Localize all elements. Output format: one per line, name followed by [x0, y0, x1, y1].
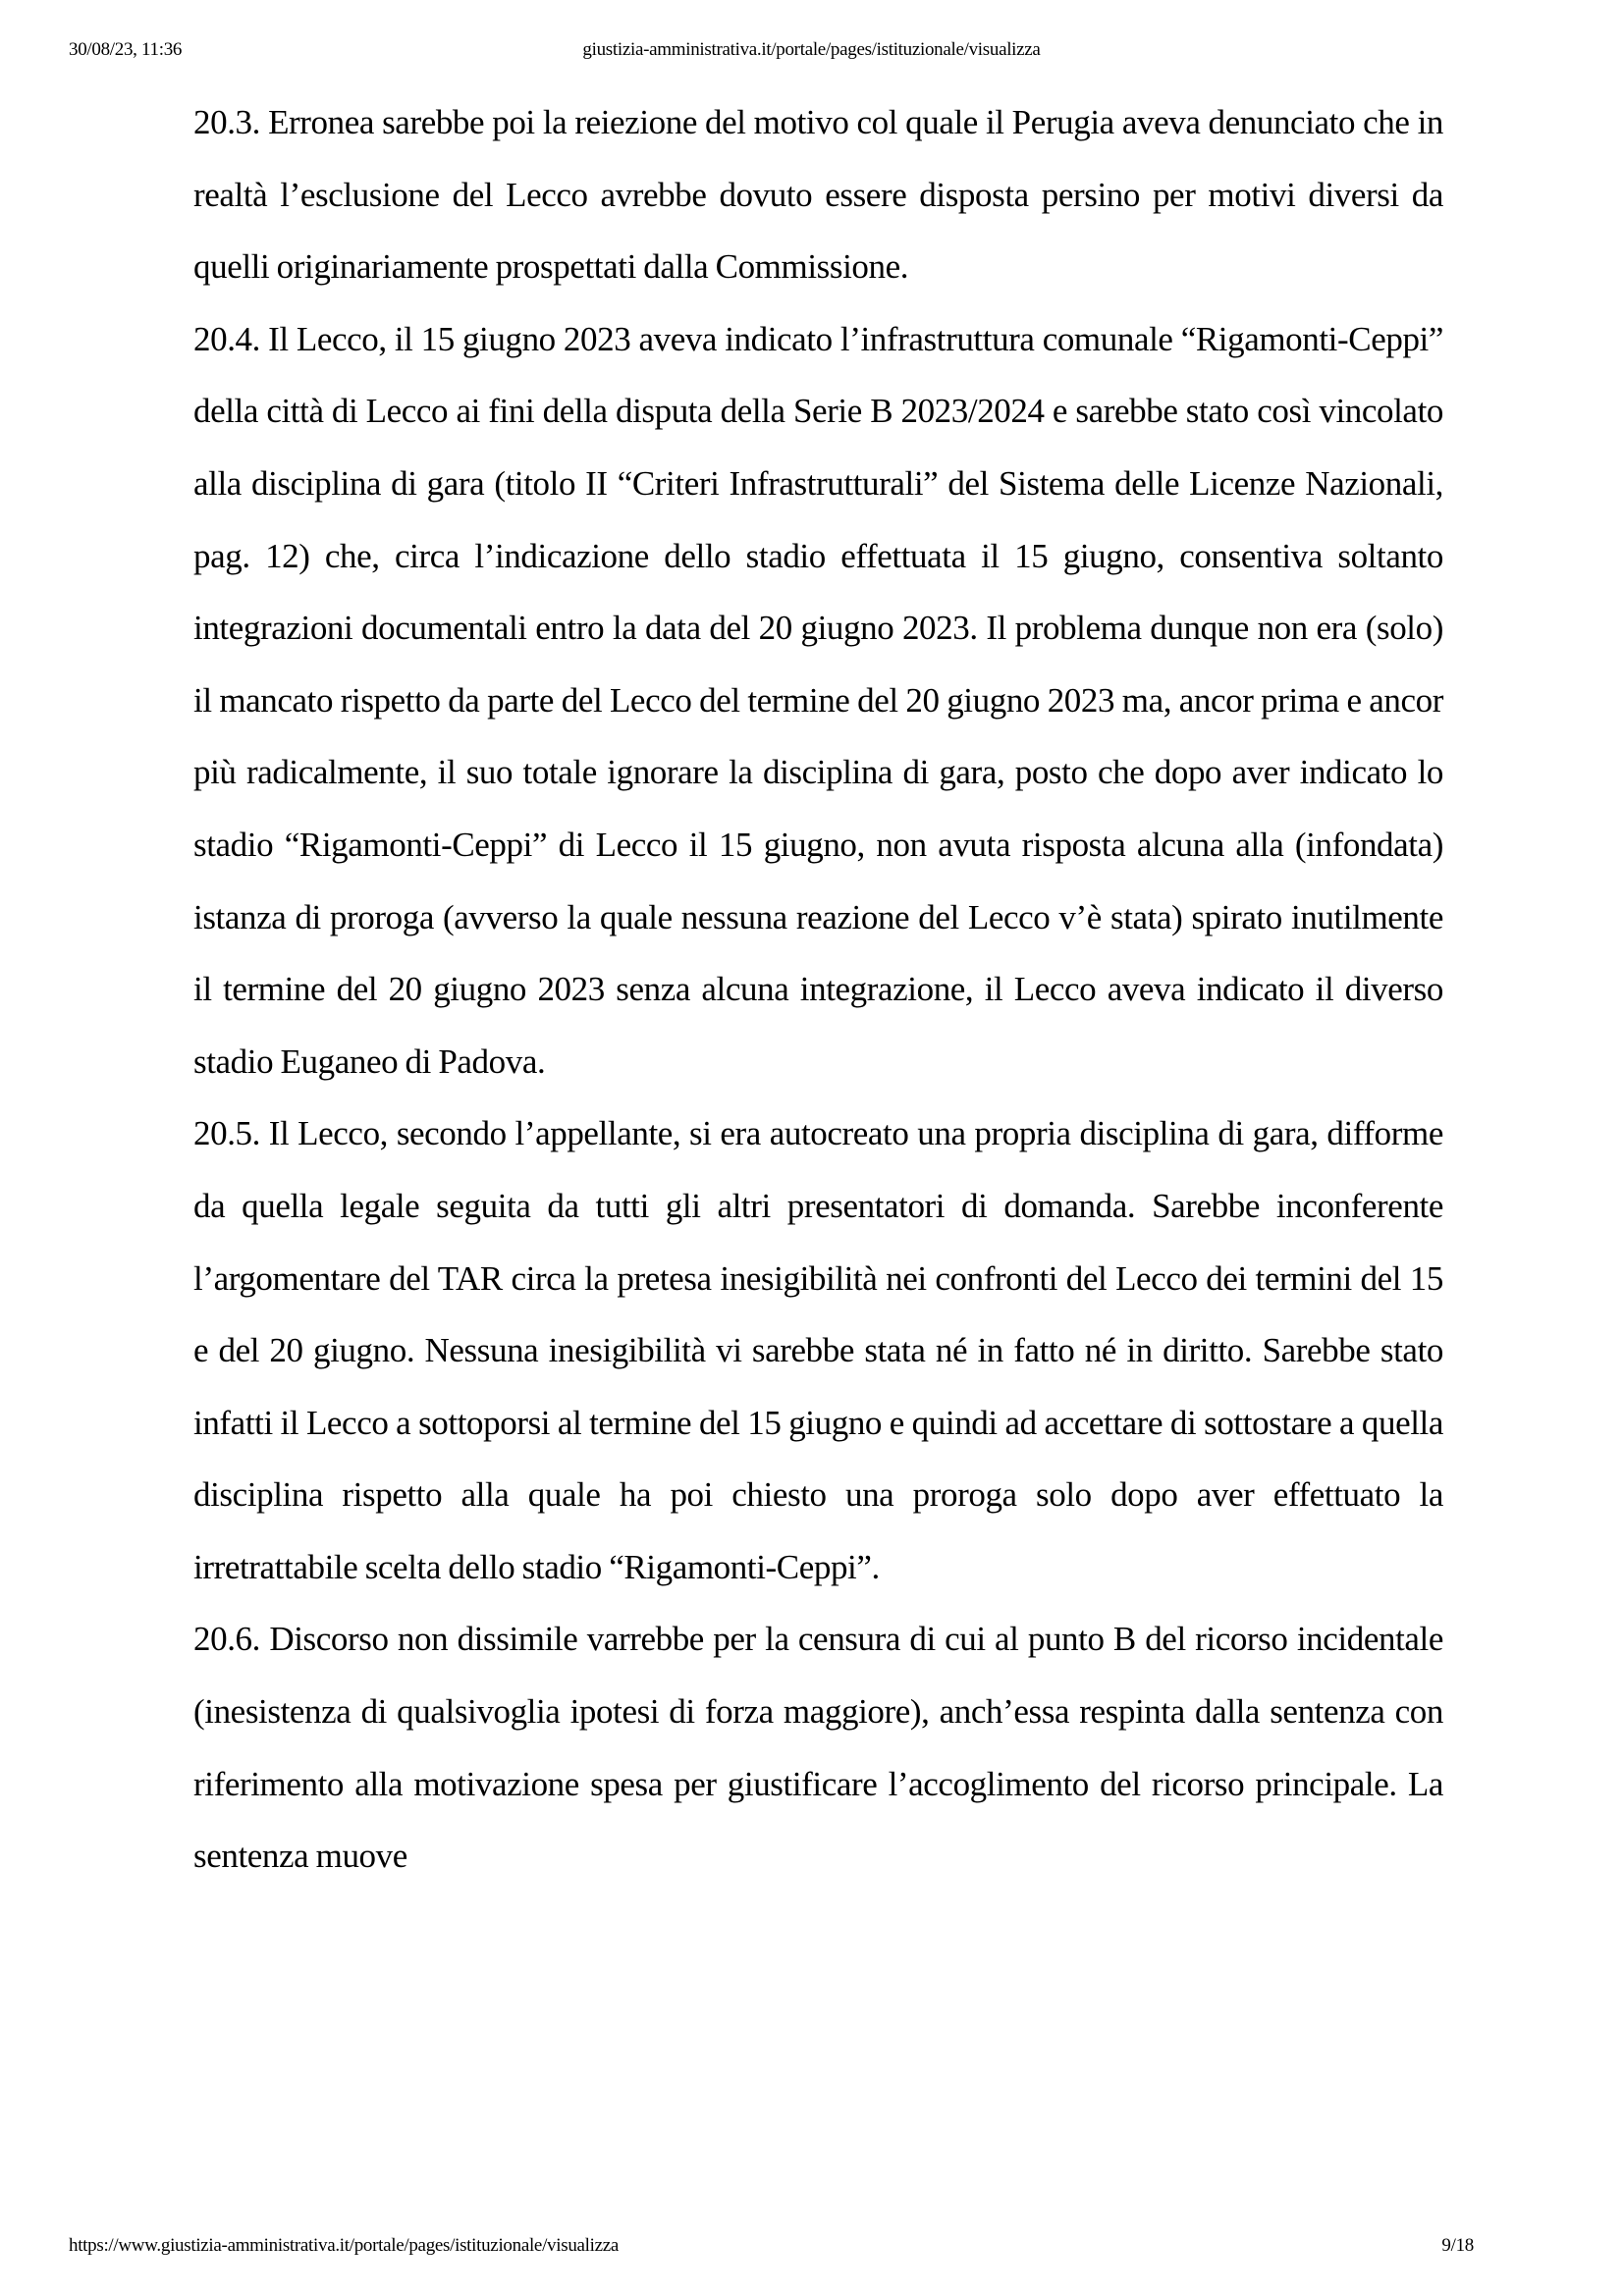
print-header	[0, 39, 1623, 69]
page-indicator: 9/18	[1441, 2235, 1474, 2256]
print-page-url: giustizia-amministrativa.it/portale/pages/istituzionale/visualizza	[582, 39, 1041, 60]
print-datetime: 30/08/23, 11:36	[69, 39, 183, 60]
print-full-url: https://www.giustizia-amministrativa.it/portale/pages/istituzionale/visualizza	[69, 2235, 620, 2256]
print-footer	[0, 2235, 1623, 2265]
document-body	[193, 86, 1443, 1893]
paragraph-20-6: 20.6. Discorso non dissimile varrebbe per la censura di cui al punto B del ricorso incidentale (inesistenza di qualsivoglia ipotesi di forza maggiore), anch’essa respinta dalla sentenza con riferimento alla motivazione spesa per giustificare l’accoglimento del ricorso principale. La sentenza muove	[193, 1620, 1443, 1876]
paragraph-20-4: 20.4. Il Lecco, il 15 giugno 2023 aveva indicato l’infrastruttura comunale “Rigamonti-Ceppi” della città di Lecco ai fini della disputa della Serie B 2023/2024 e sarebbe stato così vincolato alla disciplina di gara (titolo II “Criteri Infrastrutturali” del Sistema delle Licenze Nazionali, pag. 12) che, circa l’indicazione dello stadio effettuata il 15 giugno, consentiva soltanto integrazioni documentali entro la data del 20 giugno 2023. Il problema dunque non era (solo) il mancato rispetto da parte del Lecco del termine del 20 giugno 2023 ma, ancor prima e ancor più radicalmente, il suo totale ignorare la disciplina di gara, posto che dopo aver indicato lo stadio “Rigamonti-Ceppi” di Lecco il 15 giugno, non avuta risposta alcuna alla (infondata) istanza di proroga (avverso la quale nessuna reazione del Lecco v’è stata) spirato inutilmente il termine del 20 giugno 2023 senza alcuna integrazione, il Lecco aveva indicato il diverso stadio Euganeo di Padova.	[193, 319, 1443, 1081]
paragraph-20-3: 20.3. Erronea sarebbe poi la reiezione del motivo col quale il Perugia aveva denunciato che in realtà l’esclusione del Lecco avrebbe dovuto essere disposta persino per motivi diversi da quelli originariamente prospettati dalla Commissione.	[193, 103, 1443, 287]
paragraph-20-5: 20.5. Il Lecco, secondo l’appellante, si era autocreato una propria disciplina di gara, difforme da quella legale seguita da tutti gli altri presentatori di domanda. Sarebbe inconferente l’argomentare del TAR circa la pretesa inesigibilità nei confronti del Lecco dei termini del 15 e del 20 giugno. Nessuna inesigibilità vi sarebbe stata né in fatto né in diritto. Sarebbe stato infatti il Lecco a sottoporsi al termine del 15 giugno e quindi ad accettare di sottostare a quella disciplina rispetto alla quale ha poi chiesto una proroga solo dopo aver effettuato la irretrattabile scelta dello stadio “Rigamonti-Ceppi”.	[193, 1114, 1443, 1586]
